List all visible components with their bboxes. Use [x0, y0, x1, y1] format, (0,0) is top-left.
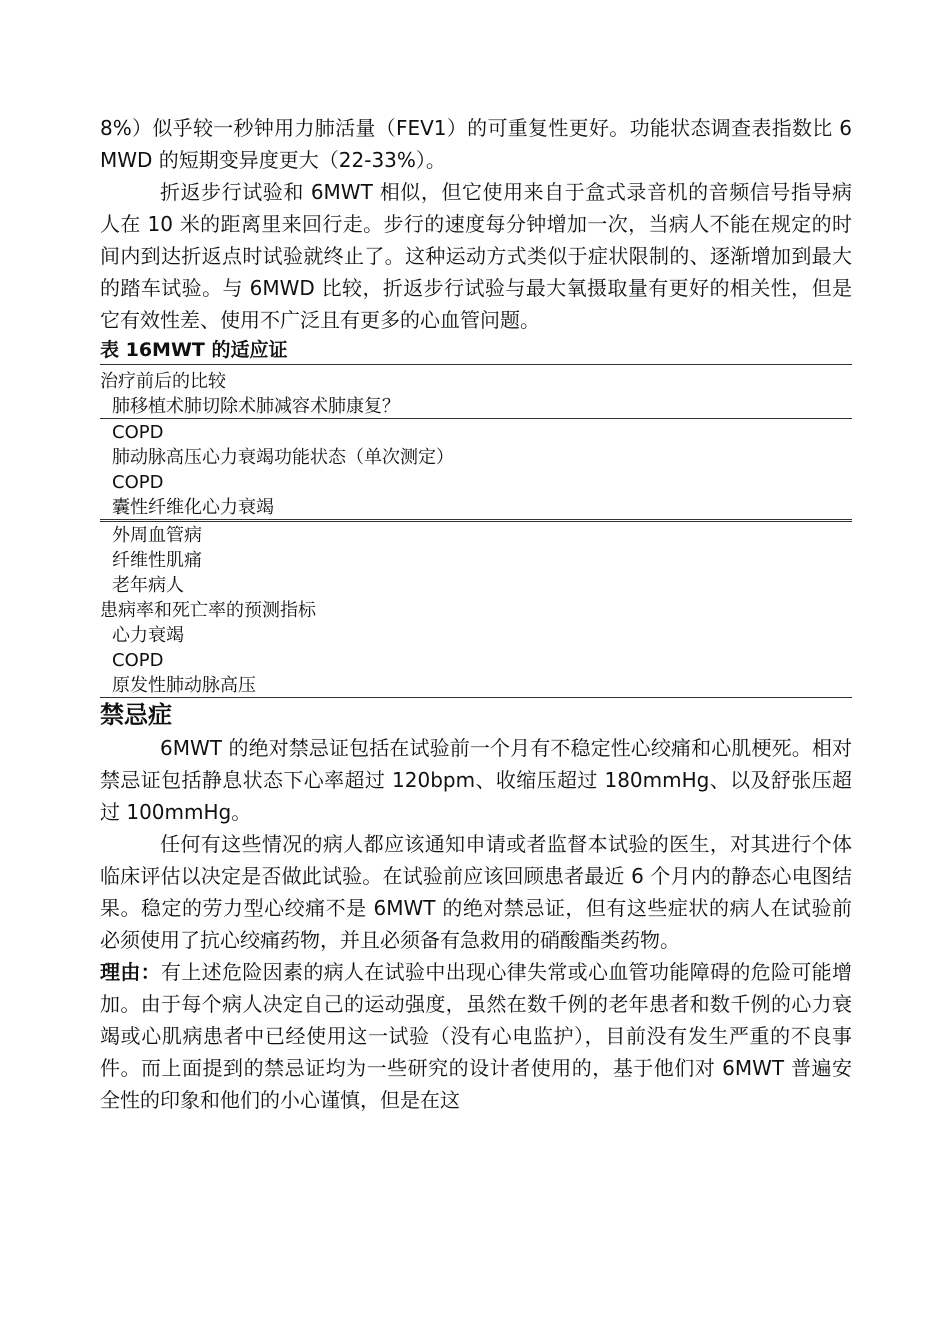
contraindication-paragraph-2: 任何有这些情况的病人都应该通知申请或者监督本试验的医生，对其进行个体临床评估以决定是否做此试验。在试验前应该回顾患者最近 6 个月内的静态心电图结果。稳定的劳力型心绞痛不是 6MWT 的绝对禁忌证，但有这些症状的病人在试验前必须使用了抗心绞痛药物，并且必须备有急救用的硝酸酯类药物。 [100, 832, 852, 952]
document-page [100, 112, 852, 1116]
table-row: COPD [112, 472, 164, 493]
table-row: 外周血管病 [112, 525, 202, 546]
rationale-paragraph [100, 956, 852, 1116]
table-row: 治疗前后的比较 [100, 371, 226, 392]
indications-table [100, 371, 852, 698]
rationale-text: 有上述危险因素的病人在试验中出现心律失常或心血管功能障碍的危险可能增加。由于每个病人决定自己的运动强度，虽然在数千例的老年患者和数千例的心力衰竭或心肌病患者中已经使用这一试验（没有心电监护），目前没有发生严重的不良事件。而上面提到的禁忌证均为一些研究的设计者使用的，基于他们对 6MWT 普遍安全性的印象和他们的小心谨慎，但是在这 [100, 960, 852, 1112]
table-row: 原发性肺动脉高压 [100, 675, 852, 698]
table-row: 囊性纤维化心力衰竭 [100, 497, 852, 522]
section-heading: 禁忌症 [100, 701, 172, 729]
table-caption: 表 16MWT 的适应证 [100, 336, 852, 365]
table-row: 肺动脉高压心力衰竭功能状态（单次测定） [112, 447, 454, 468]
table-row: COPD [112, 422, 164, 443]
table-row: 肺移植术肺切除术肺减容术肺康复？ [100, 396, 852, 419]
intro-paragraph-2: 折返步行试验和 6MWT 相似，但它使用来自于盒式录音机的音频信号指导病人在 10 米的距离里来回行走。步行的速度每分钟增加一次，当病人不能在规定的时间内到达折返点时试验就终止了。这种运动方式类似于症状限制的、逐渐增加到最大的踏车试验。与 6MWD 比较，折返步行试验与最大氧摄取量有更好的相关性，但是它有效性差、使用不广泛且有更多的心血管问题。 [100, 180, 852, 332]
table-row: 心力衰竭 [112, 625, 184, 646]
table-row: 纤维性肌痛 [112, 550, 202, 571]
contraindication-paragraph-1: 6MWT 的绝对禁忌证包括在试验前一个月有不稳定性心绞痛和心肌梗死。相对禁忌证包括静息状态下心率超过 120bpm、收缩压超过 180mmHg、以及舒张压超过 100mmHg。 [100, 736, 852, 824]
intro-paragraph-1: 8%）似乎较一秒钟用力肺活量（FEV1）的可重复性更好。功能状态调查表指数比 6MWD 的短期变异度更大（22-33%）。 [100, 116, 852, 172]
table-row: COPD [112, 650, 164, 671]
table-row: 老年病人 [112, 575, 184, 596]
rationale-label: 理由： [100, 960, 161, 984]
table-row: 患病率和死亡率的预测指标 [100, 600, 316, 621]
